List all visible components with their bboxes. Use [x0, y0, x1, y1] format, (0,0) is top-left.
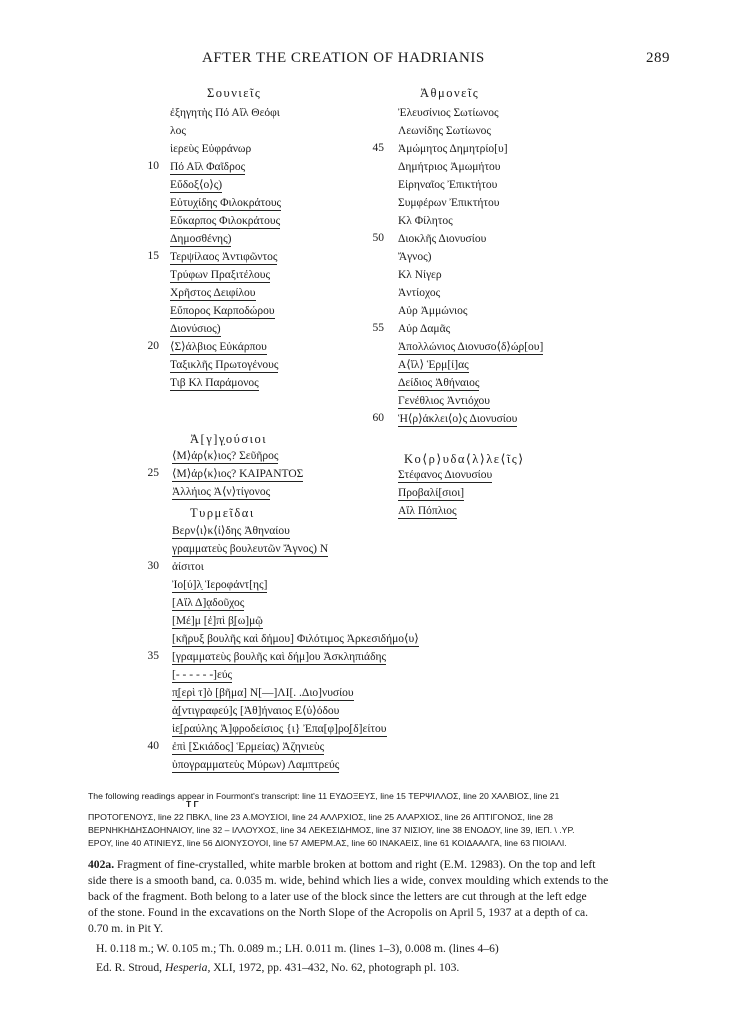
inscription-line: [- - - - - -]εύς	[172, 669, 233, 681]
entry-paragraph-line-5: 0.70 m. in Pit Y.	[88, 922, 164, 935]
inscription-line: Εὐτυχίδης Φιλοκράτους	[170, 197, 282, 209]
inscription-line: Ταξικλῆς Πρωτογένους	[170, 359, 279, 371]
inscription-line: ⟨Μ⟩άρ⟨κ⟩ιος? ΚΑΙΡΑΝΤΟΣ	[172, 468, 304, 480]
inscription-line: ἱερεὺς Εὐφράνωρ	[170, 143, 252, 155]
inscription-line: Δημοσθένης)	[170, 233, 232, 245]
inscription-line: ἐπὶ [Σκιάδος] Ἑρμείας) Ἀζηνιεὺς	[172, 741, 325, 753]
line-number: 40	[147, 740, 159, 752]
edition-line	[96, 960, 459, 976]
inscription-line: Ἐλευσίνιος Σωτίωνος	[398, 107, 499, 119]
inscription-line: [Μέ]μ [ἐ]πὶ β̣[ω]μῷ	[172, 615, 263, 627]
inscription-line: Χρῆστος Δειφίλου	[170, 287, 256, 299]
line-number: 60	[372, 412, 384, 424]
inscription-line: Ἰο[ύ]λ̣ Ἱεροφάντ[ης]	[172, 579, 268, 591]
inscription-line: Αὐρ Δαμᾶς	[398, 323, 451, 335]
edition-rest: XLI, 1972, pp. 431–432, No. 62, photograph pl. 103.	[213, 961, 460, 974]
inscription-line: Τιβ Κλ Παράμονος	[170, 377, 259, 389]
deme-heading-agrysioi: Ἀ[γ]γ̣ούσιοι	[190, 432, 268, 446]
line-number: 55	[372, 322, 384, 334]
inscription-line: Κλ Φίλητος	[398, 215, 453, 227]
entry-paragraph-line-3: back of the fragment. Both belong to a later use of the block since the letters are cut through at the left edge	[88, 890, 587, 903]
running-title: AFTER THE CREATION OF HADRIANIS	[202, 50, 485, 66]
deme-heading-tyrmeidai: Τυρμεῖδαι	[190, 506, 255, 520]
footnote-line-2: ΠΡΟΤΟΓΕΝΟΥΣ, line 22 ΠΒΚΛ, line 23 Α.ΜΟΥΣΙΟΙ, line 24 ΑΛΛΡΧΙΟΣ, line 25 ΑΛΑΡΧΙΟΣ, line 26 ΑΠΤΙΓΟΝΟΣ, line 28	[88, 812, 553, 822]
inscription-line: Τρύφων Πραξιτέλους	[170, 269, 271, 281]
line-number: 35	[147, 650, 159, 662]
inscription-line: [Αἴλ Δ]ᾳδοῦχος	[172, 597, 245, 609]
inscription-line: Ἄγνος)	[398, 251, 432, 263]
inscription-line: Δημήτριος Ἀμωμήτου	[398, 161, 501, 173]
inscription-line: Λεωνίδης Σωτίωνος	[398, 125, 491, 137]
inscription-line: ἀ̣[ντιγραφεύ]ς [Ἀθ]ήναιος Ε⟨ὐ⟩όδου	[172, 705, 340, 717]
inscription-line: ἰε̣[ραύλης Ἀ]φροδείσιος {ι} Ἐπα[φ]ρο̣[δ]είτου	[172, 723, 387, 735]
page-number: 289	[646, 50, 670, 66]
inscription-line: Στέφανος Διονυσίου	[398, 469, 493, 481]
inscription-line: ⟨Σ⟩άλβιος Εὐκάρπου	[170, 341, 267, 353]
entry-paragraph-line-2: side there is a smooth band, ca. 0.035 m. wide, behind which lies a wide, convex moulding which extends to the	[88, 874, 609, 887]
inscription-line: Ἀπολλώνιος Διονυσο⟨δ⟩ώ̣ρ[ου]	[398, 341, 544, 353]
line-number: 30	[147, 560, 159, 572]
footnote-line-3: ΒΕΡΝΗΚΗΔΗΣΔΟΗΝΑΙΟΥ, line 32 – ΙΛΛΟΥΧΟΣ, line 34 ΛΕΚΕΣΙΔΗΜΟΣ, line 37 ΝΙΣΙΟΥ, line 38 ΕΝΟΔΟΥ, line 39, ΙΕΠ. \ .ΥΡ.	[88, 825, 575, 835]
dimensions-line: H. 0.118 m.; W. 0.105 m.; Th. 0.089 m.; LH. 0.011 m. (lines 1–3), 0.008 m. (lines 4–6)	[96, 942, 499, 955]
inscription-line: Δείδιος Ἀθήναιος	[398, 377, 480, 389]
deme-heading-sounieis: Σουνιεῖς	[207, 86, 262, 100]
edition-prefix: Ed. R. Stroud,	[96, 961, 163, 974]
line-number: 10	[147, 160, 159, 172]
inscription-line: Εὔκαρπος Φιλοκράτους	[170, 215, 281, 227]
deme-heading-athmoneis: Ἀθμονεῖς	[420, 86, 480, 100]
inscription-line: ὑπογραμματεὺς Μύρων) Λαμπτρεύς	[172, 759, 340, 771]
inscription-line: Προβαλί[σιοι]	[398, 487, 465, 499]
inscription-line: Ἀλλήιος Ἀ⟨ν⟩τίγονος	[172, 486, 271, 498]
footnote-line-1: The following readings appear in Fourmont's transcript: line 11 ΕΥΔΟΞΕΥΣ, line 15 ΤΕΡΨΙΛΛΟΣ, line 20 ΧΑΛΒΙΟΣ, line 21	[88, 791, 560, 801]
inscription-line: Τερψίλαος Ἀντιφῶντος	[170, 251, 278, 263]
inscription-line: Εὔδοξ⟨ο⟩ς)	[170, 179, 223, 191]
line-number: 45	[372, 142, 384, 154]
inscription-line: Εἰρηναῖος Ἐπικτήτου	[398, 179, 498, 191]
deme-heading-korydalleis: Κο⟨ρ⟩υδα⟨λ⟩λε⟨ῖς⟩	[404, 452, 525, 466]
inscription-line: ⟨Μ⟩άρ⟨κ⟩ιος? Σεῦῆρος	[172, 450, 279, 462]
inscription-line: [κῆρυξ βουλῆς καὶ δήμου] Φιλότιμος Ἀρκεσιδήμο⟨υ⟩	[172, 633, 419, 645]
inscription-line: Διοκλῆς Διονυσίου	[398, 233, 487, 245]
inscription-line: Βερν⟨ι⟩κ⟨ί⟩δης Ἀθηναίου	[172, 525, 290, 537]
inscription-line: Αἴλ Πόπλιος	[398, 505, 457, 517]
inscription-line: ἐξηγητὴς Πό Αἴλ Θεόφι	[170, 107, 280, 119]
inscription-line: λος	[170, 125, 186, 137]
footnote-line-4: ΕΡΟΥ, line 40 ΑΤΙΝΙΕΥΣ, line 56 ΔΙΟΝΥΣΟΥΟΙ, line 57 ΑΜΕΡΜ.ΑΣ, line 60 ΙΝΑΚΑΕΙΣ, line 61 ΚΟΙΔΑΑΛΓΑ, line 63 ΠΙΟΙΑΛΙ.	[88, 838, 567, 848]
inscription-line: [γραμματεὺς βουλῆς καὶ δήμ]ου Ἀσκληπιάδης	[172, 651, 387, 663]
entry-text-1: Fragment of fine-crystalled, white marble broken at bottom and right (E.M. 12983). On the top and left	[117, 858, 596, 871]
inscription-line: Συμφέρων Ἐπικτήτου	[398, 197, 500, 209]
inscription-line: Ἀμώμητος Δημητρίο[υ]	[398, 143, 508, 155]
inscription-line: Αὐρ Ἀμμώνιος	[398, 305, 468, 317]
entry-paragraph-line-1	[88, 857, 595, 873]
inscription-line: Πό Αἴλ Φαῖδρος	[170, 161, 246, 173]
inscription-line: γραμματεὺς βουλευτῶν Ἄγνος) Ν	[172, 543, 329, 555]
entry-label: 402a.	[88, 858, 115, 871]
footnote-superscript: Τ Γ	[186, 799, 199, 809]
inscription-line: Διονύσιος)	[170, 323, 221, 335]
inscription-line: Α⟨ἴλ⟩ Ἑρμ[ί]ας	[398, 359, 469, 371]
inscription-line: Ἡ⟨ρ⟩άκλει⟨ο⟩ς Διονυσίου	[398, 413, 518, 425]
inscription-line: Γενέθλιος Ἀντιόχου	[398, 395, 490, 407]
inscription-line: ἀίσιτοι	[172, 561, 204, 573]
inscription-line: Εὔπορος Καρποδώρου	[170, 305, 275, 317]
inscription-line: Κλ Νίγερ	[398, 269, 442, 281]
line-number: 20	[147, 340, 159, 352]
edition-journal: Hesperia,	[164, 961, 211, 974]
line-number: 25	[147, 467, 159, 479]
inscription-line: π̣[ερὶ τ]ὸ [βῆμα] Ν[—]ΛΙ[. .Διο]νυσίου	[172, 687, 354, 699]
inscription-line: Ἀντίοχος	[398, 287, 441, 299]
line-number: 50	[372, 232, 384, 244]
line-number: 15	[147, 250, 159, 262]
entry-paragraph-line-4: of the stone. Found in the excavations on the North Slope of the Acropolis on April 5, 1937 at a depth of ca.	[88, 906, 589, 919]
